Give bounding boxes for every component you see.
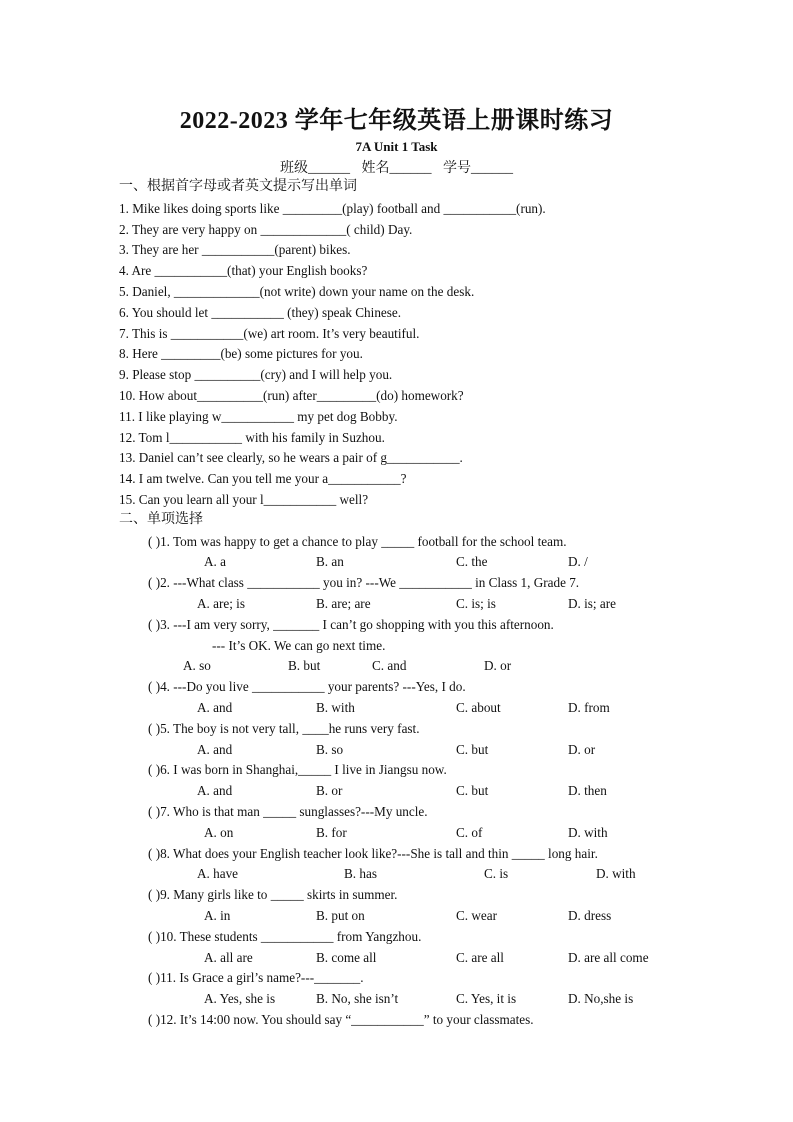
option-d[interactable]: D. / bbox=[568, 554, 588, 569]
question-stem[interactable]: ( )12. It’s 14:00 now. You should say “___________” to your classmates. bbox=[148, 1012, 534, 1027]
option-d[interactable]: D. with bbox=[596, 866, 636, 881]
option-a[interactable]: A. have bbox=[197, 866, 239, 881]
section1-item[interactable]: 3. They are her ___________(parent) bikes. bbox=[119, 242, 351, 257]
option-b[interactable]: B. an bbox=[316, 554, 344, 569]
option-c[interactable]: C. is bbox=[484, 866, 509, 881]
id-field[interactable]: 学号______ bbox=[443, 161, 513, 176]
section1-item[interactable]: 8. Here _________(be) some pictures for you. bbox=[119, 346, 363, 361]
option-d[interactable]: D. or bbox=[484, 658, 512, 673]
option-b[interactable]: B. but bbox=[288, 658, 321, 673]
name-field[interactable]: 姓名______ bbox=[361, 161, 432, 176]
question-reply: --- It’s OK. We can go next time. bbox=[212, 638, 386, 653]
option-c[interactable]: C. and bbox=[372, 658, 407, 673]
student-info bbox=[0, 157, 793, 177]
page-title: 2022-2023 学年七年级英语上册课时练习 bbox=[179, 108, 614, 134]
option-d[interactable]: D. is; are bbox=[568, 596, 616, 611]
question-stem[interactable]: ( )1. Tom was happy to get a chance to play _____ football for the school team. bbox=[148, 534, 567, 549]
section1-item[interactable]: 7. This is ___________(we) art room. It’s very beautiful. bbox=[119, 326, 420, 341]
section1-item[interactable]: 10. How about__________(run) after_________(do) homework? bbox=[119, 388, 464, 403]
option-a[interactable]: A. all are bbox=[204, 950, 253, 965]
section1-item[interactable]: 6. You should let ___________ (they) speak Chinese. bbox=[119, 305, 402, 320]
option-a[interactable]: A. and bbox=[197, 783, 233, 798]
section1-item[interactable]: 5. Daniel, _____________(not write) down your name on the desk. bbox=[119, 284, 475, 299]
option-a[interactable]: A. a bbox=[204, 554, 226, 569]
option-d[interactable]: D. dress bbox=[568, 908, 612, 923]
option-b[interactable]: B. come all bbox=[316, 950, 377, 965]
question-stem[interactable]: ( )4. ---Do you live ___________ your parents? ---Yes, I do. bbox=[148, 679, 466, 694]
option-c[interactable]: C. wear bbox=[456, 908, 498, 923]
section1-item[interactable]: 13. Daniel can’t see clearly, so he wears a pair of g___________. bbox=[119, 450, 463, 465]
option-a[interactable]: A. in bbox=[204, 908, 231, 923]
option-c[interactable]: C. but bbox=[456, 742, 489, 757]
option-a[interactable]: A. so bbox=[183, 658, 211, 673]
section1-item[interactable]: 2. They are very happy on _____________( child) Day. bbox=[119, 222, 413, 237]
option-b[interactable]: B. put on bbox=[316, 908, 365, 923]
option-c[interactable]: C. is; is bbox=[456, 596, 496, 611]
option-b[interactable]: B. with bbox=[316, 700, 355, 715]
option-b[interactable]: B. are; are bbox=[316, 596, 371, 611]
option-d[interactable]: D. from bbox=[568, 700, 610, 715]
option-d[interactable]: D. are all come bbox=[568, 950, 649, 965]
question-stem[interactable]: ( )2. ---What class ___________ you in? ---We ___________ in Class 1, Grade 7. bbox=[148, 575, 580, 590]
section1-item[interactable]: 12. Tom l___________ with his family in Suzhou. bbox=[119, 430, 385, 445]
subtitle: 7A Unit 1 Task bbox=[355, 139, 438, 154]
option-c[interactable]: C. of bbox=[456, 825, 483, 840]
section2-heading: 二、单项选择 bbox=[119, 512, 203, 527]
question-stem[interactable]: ( )3. ---I am very sorry, _______ I can’t go shopping with you this afternoon. bbox=[148, 617, 554, 632]
question-stem[interactable]: ( )5. The boy is not very tall, ____he runs very fast. bbox=[148, 721, 420, 736]
section1-item[interactable]: 14. I am twelve. Can you tell me your a___________? bbox=[119, 471, 407, 486]
option-a[interactable]: A. and bbox=[197, 700, 233, 715]
option-a[interactable]: A. on bbox=[204, 825, 234, 840]
option-c[interactable]: C. Yes, it is bbox=[456, 991, 517, 1006]
option-d[interactable]: D. then bbox=[568, 783, 607, 798]
option-b[interactable]: B. so bbox=[316, 742, 344, 757]
option-b[interactable]: B. for bbox=[316, 825, 347, 840]
option-d[interactable]: D. No,she is bbox=[568, 991, 634, 1006]
question-stem[interactable]: ( )9. Many girls like to _____ skirts in summer. bbox=[148, 887, 398, 902]
section1-item[interactable]: 15. Can you learn all your l___________ well? bbox=[119, 492, 369, 507]
class-field[interactable]: 班级______ bbox=[280, 161, 350, 176]
question-stem[interactable]: ( )10. These students ___________ from Yangzhou. bbox=[148, 929, 422, 944]
option-c[interactable]: C. about bbox=[456, 700, 501, 715]
option-c[interactable]: C. but bbox=[456, 783, 489, 798]
section1-item[interactable]: 4. Are ___________(that) your English books? bbox=[119, 263, 368, 278]
option-a[interactable]: A. are; is bbox=[197, 596, 245, 611]
option-a[interactable]: A. and bbox=[197, 742, 233, 757]
section1-item[interactable]: 9. Please stop __________(cry) and I will help you. bbox=[119, 367, 393, 382]
option-c[interactable]: C. the bbox=[456, 554, 488, 569]
option-a[interactable]: A. Yes, she is bbox=[204, 991, 276, 1006]
question-stem[interactable]: ( )7. Who is that man _____ sunglasses?---My uncle. bbox=[148, 804, 428, 819]
question-stem[interactable]: ( )11. Is Grace a girl’s name?---_______. bbox=[148, 970, 364, 985]
option-b[interactable]: B. or bbox=[316, 783, 343, 798]
option-b[interactable]: B. No, she isn’t bbox=[316, 991, 399, 1006]
section1-heading: 一、根据首字母或者英文提示写出单词 bbox=[119, 179, 357, 194]
section1-item[interactable]: 1. Mike likes doing sports like _________(play) football and ___________(run). bbox=[119, 201, 546, 216]
option-d[interactable]: D. or bbox=[568, 742, 596, 757]
option-d[interactable]: D. with bbox=[568, 825, 608, 840]
option-b[interactable]: B. has bbox=[344, 866, 377, 881]
question-stem[interactable]: ( )6. I was born in Shanghai,_____ I live in Jiangsu now. bbox=[148, 762, 447, 777]
question-stem[interactable]: ( )8. What does your English teacher look like?---She is tall and thin _____ long hair. bbox=[148, 846, 598, 861]
option-c[interactable]: C. are all bbox=[456, 950, 504, 965]
section1-item[interactable]: 11. I like playing w___________ my pet dog Bobby. bbox=[119, 409, 398, 424]
